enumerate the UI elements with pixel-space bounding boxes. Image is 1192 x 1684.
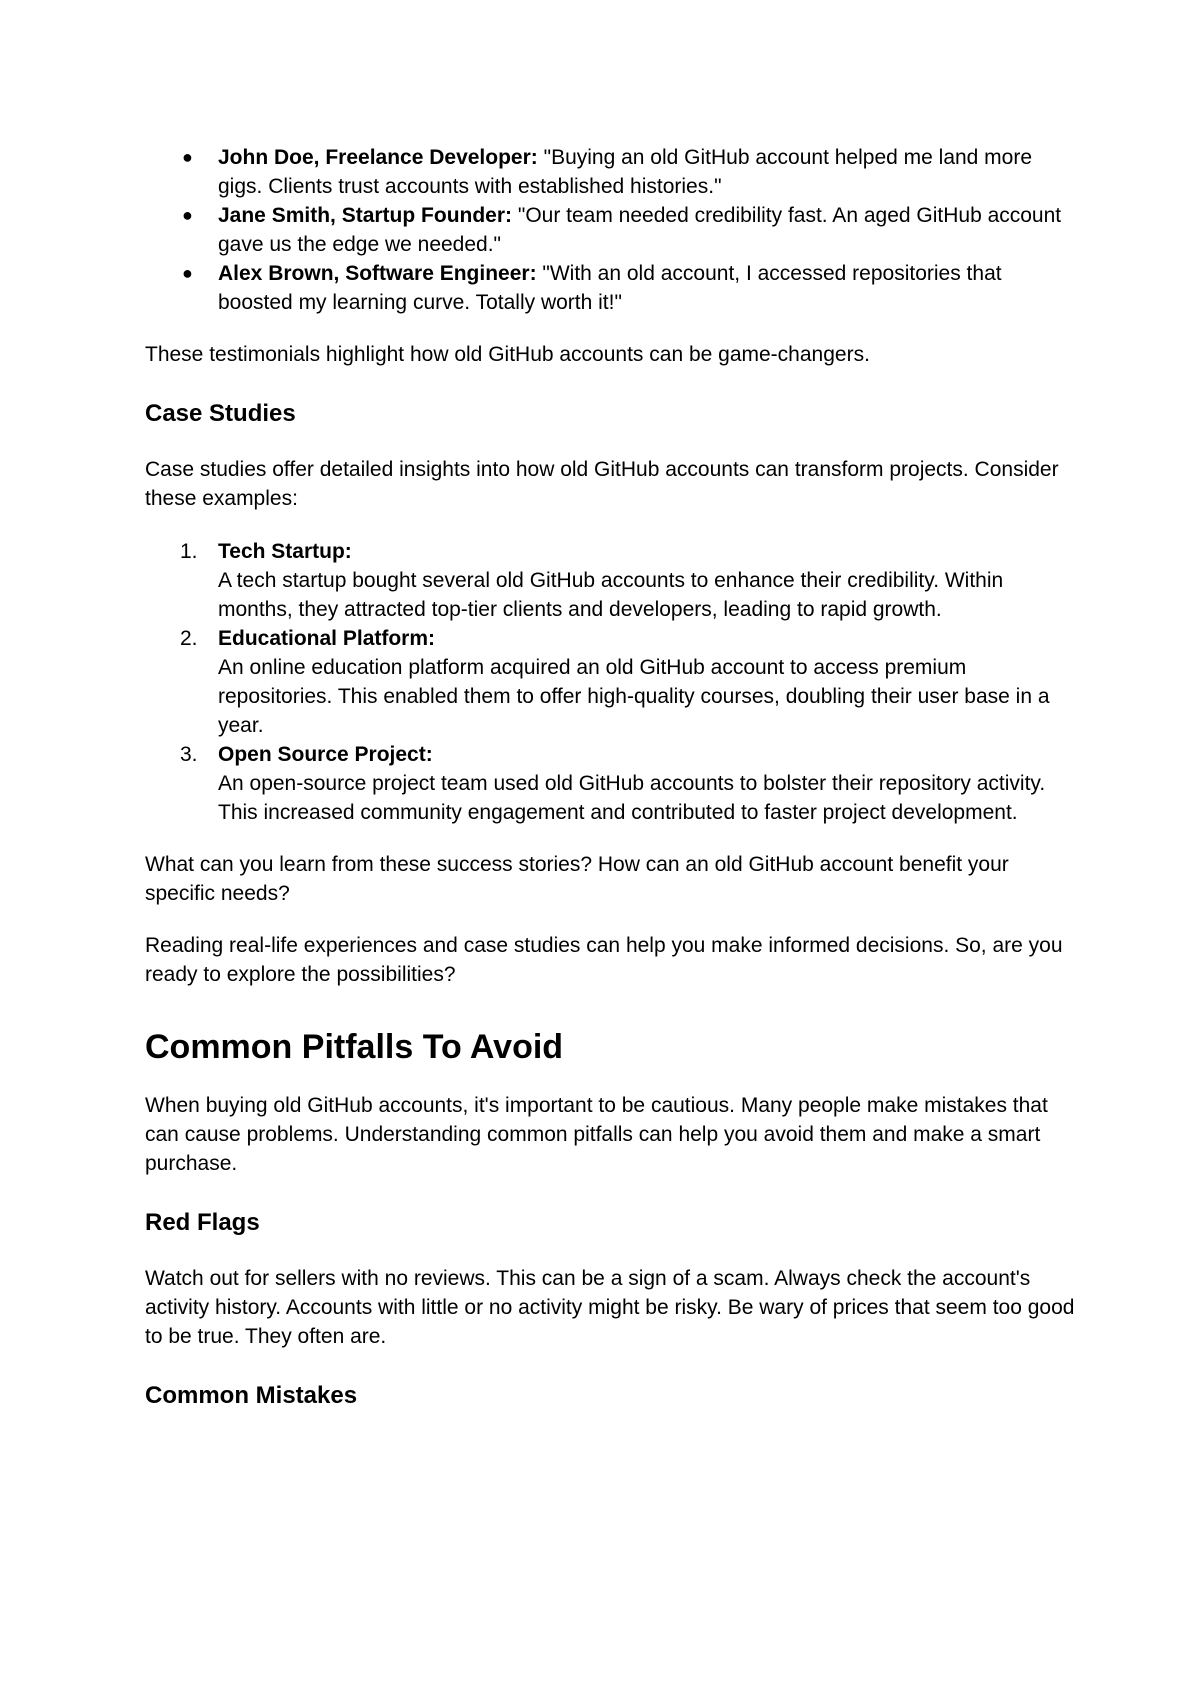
case-study-body: A tech startup bought several old GitHub accounts to enhance their credibility. Within months, they attracted top-tier clients and developers, leading to rapid growth.	[218, 569, 1004, 621]
list-item	[145, 201, 1075, 259]
common-mistakes-heading: Common Mistakes	[145, 1382, 358, 1409]
case-study-title: Educational Platform:	[218, 627, 436, 650]
case-study-body: An online education platform acquired an old GitHub account to access premium repositories. This enabled them to offer high-quality courses, doubling their user base in a year.	[218, 656, 1050, 737]
pitfalls-intro: When buying old GitHub accounts, it's important to be cautious. Many people make mistakes that can cause problems. Understanding common pitfalls can help you avoid them and make a smart purchase.	[145, 1094, 1048, 1175]
case-studies-intro: Case studies offer detailed insights into how old GitHub accounts can transform projects. Consider these examples:	[145, 458, 1059, 510]
testimonial-author: Jane Smith, Startup Founder:	[218, 204, 513, 227]
list-item	[145, 143, 1075, 201]
testimonial-quote: "Our team needed credibility fast. An aged GitHub account gave us the edge we needed."	[218, 204, 1062, 256]
list-item	[145, 740, 1075, 827]
testimonial-quote: "With an old account, I accessed repositories that boosted my learning curve. Totally worth it!"	[218, 262, 1002, 314]
bullet-icon: ●	[182, 147, 193, 167]
list-item	[145, 624, 1075, 740]
list-number: 2.	[180, 627, 198, 650]
case-studies-heading: Case Studies	[145, 400, 296, 427]
bullet-icon: ●	[182, 263, 193, 283]
testimonial-author: John Doe, Freelance Developer:	[218, 146, 538, 169]
case-study-title: Open Source Project:	[218, 743, 433, 766]
case-studies-closing: Reading real-life experiences and case studies can help you make informed decisions. So, are you ready to explore the possibilities?	[145, 934, 1063, 986]
case-study-body: An open-source project team used old GitHub accounts to bolster their repository activity. This increased community engagement and contributed to faster project development.	[218, 772, 1046, 824]
list-item	[145, 537, 1075, 624]
testimonials-summary: These testimonials highlight how old GitHub accounts can be game-changers.	[145, 343, 870, 366]
case-study-title: Tech Startup:	[218, 540, 352, 563]
red-flags-heading: Red Flags	[145, 1209, 260, 1236]
pitfalls-heading: Common Pitfalls To Avoid	[145, 1028, 564, 1066]
testimonial-quote: "Buying an old GitHub account helped me land more gigs. Clients trust accounts with established histories."	[218, 146, 1033, 198]
red-flags-body: Watch out for sellers with no reviews. This can be a sign of a scam. Always check the account's activity history. Accounts with little or no activity might be risky. Be wary of prices that seem too good to be true. They often are.	[145, 1267, 1075, 1348]
bullet-icon: ●	[182, 205, 193, 225]
list-number: 1.	[180, 540, 198, 563]
list-number: 3.	[180, 743, 198, 766]
success-stories-question: What can you learn from these success stories? How can an old GitHub account benefit your specific needs?	[145, 853, 1009, 905]
case-study-list	[145, 537, 1075, 827]
testimonial-author: Alex Brown, Software Engineer:	[218, 262, 537, 285]
document-body	[145, 143, 1075, 1411]
list-item	[145, 259, 1075, 317]
testimonial-list	[145, 143, 1075, 317]
